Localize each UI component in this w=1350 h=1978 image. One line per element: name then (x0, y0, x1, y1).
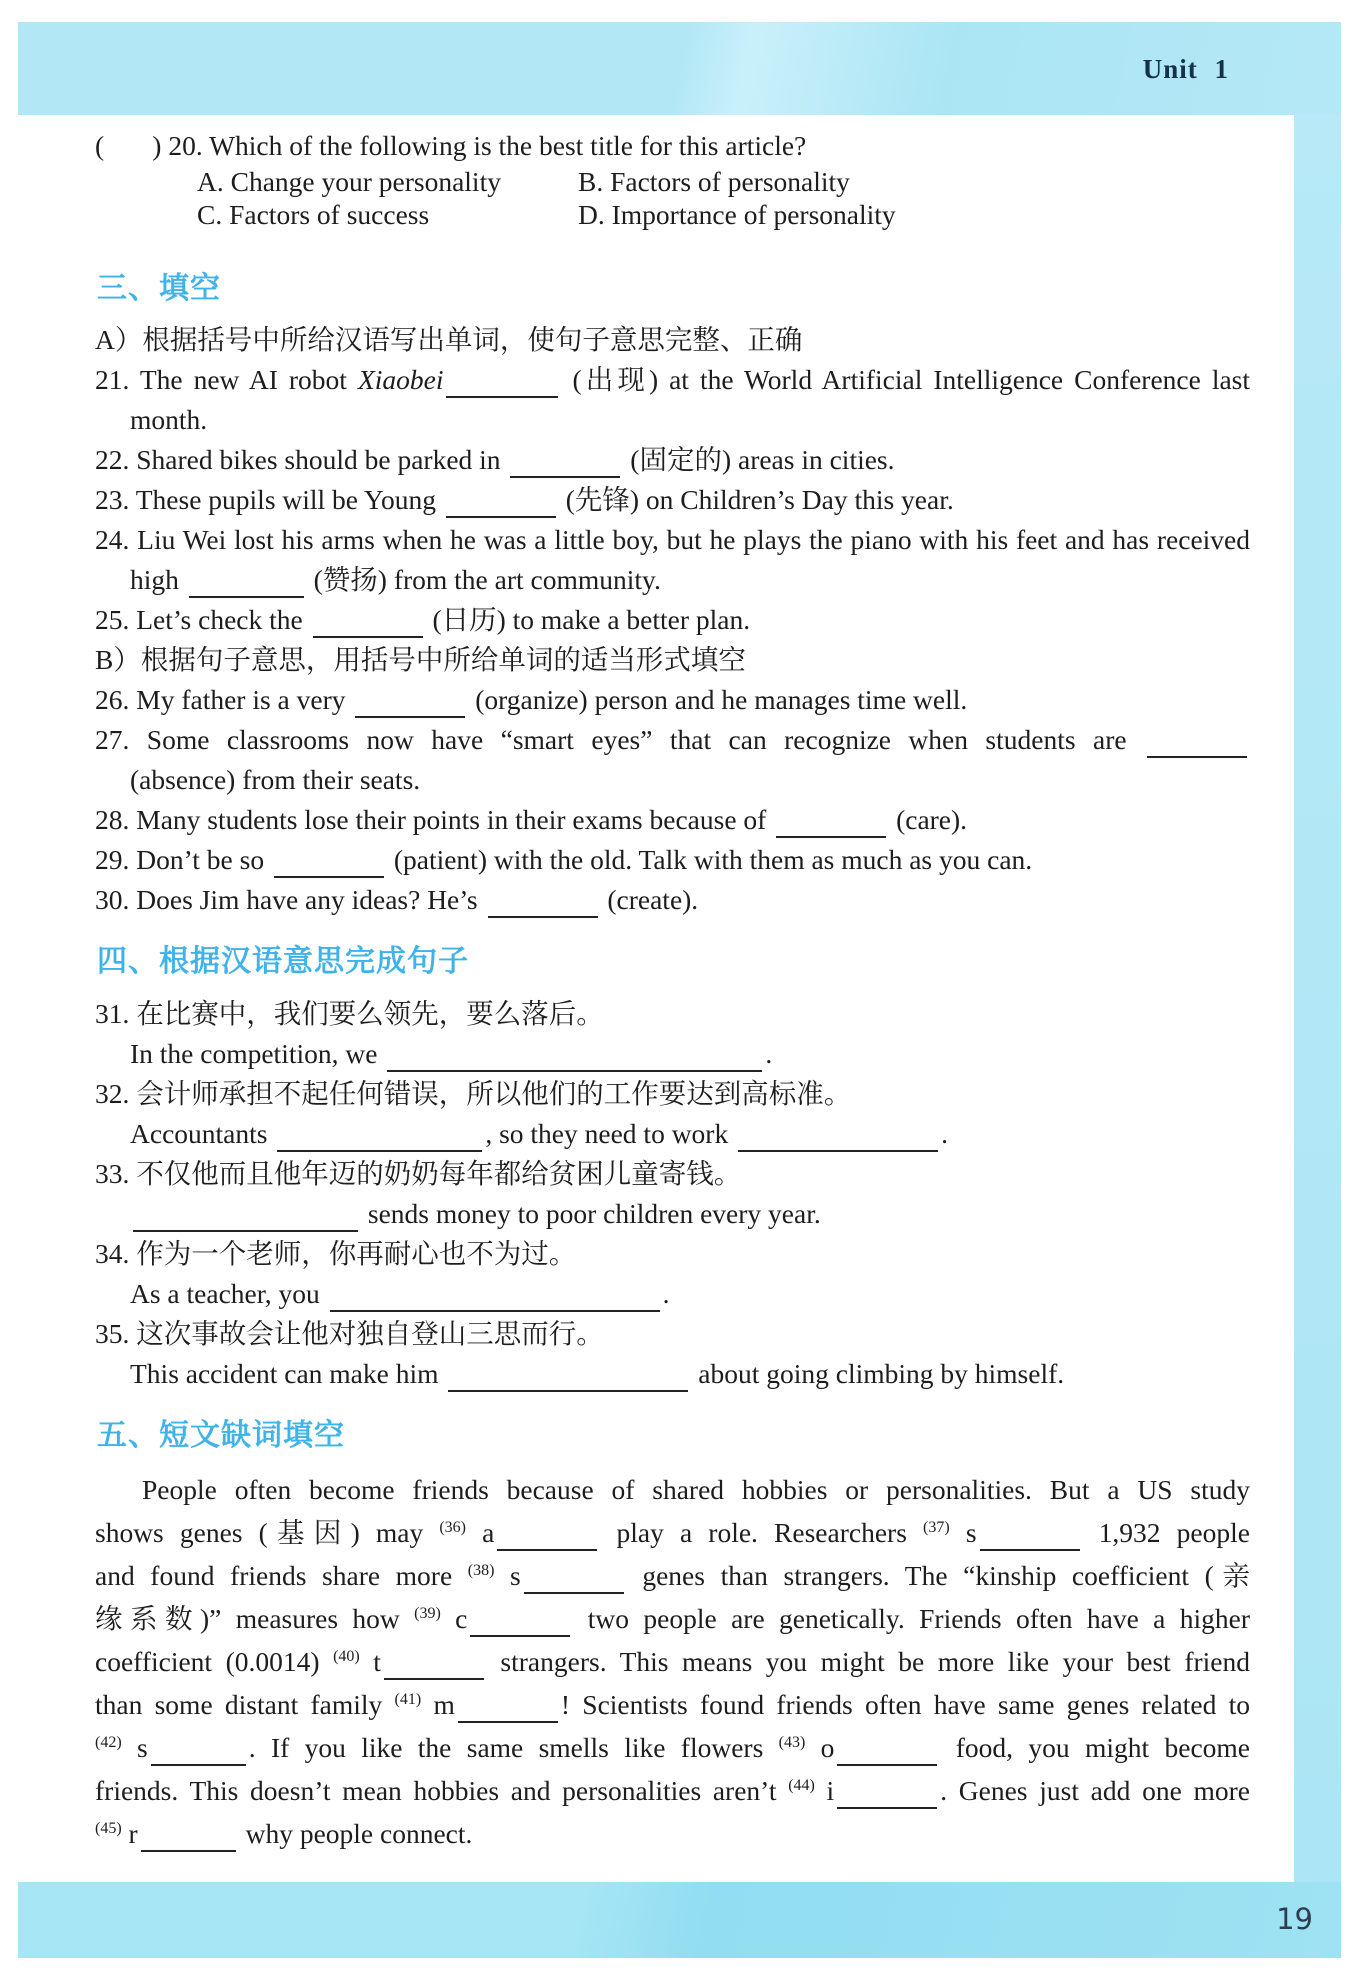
answer-blank (510, 446, 620, 478)
text-run: sends money to poor children every year. (361, 1198, 821, 1229)
answer-blank (470, 1605, 570, 1637)
text-line (95, 520, 1250, 560)
text-line (95, 1511, 1250, 1554)
text-run: 23. These pupils will be Young (95, 484, 443, 515)
section-heading-section-3: 三、填空 (97, 272, 221, 305)
answer-blank (151, 1734, 246, 1766)
text-run: high (130, 564, 186, 595)
section-heading-section-5: 五、短文缺词填空 (97, 1419, 345, 1452)
text-line (130, 1194, 1250, 1234)
text-run: and found friends share more (95, 1560, 468, 1591)
blank-number: (38) (467, 1562, 495, 1579)
answer-blank (141, 1820, 236, 1852)
text-run: m (421, 1689, 455, 1720)
text-run: , so they need to work (485, 1118, 736, 1149)
text-run: month. (130, 404, 208, 435)
blank-number: (39) (414, 1605, 441, 1622)
answer-blank (330, 1280, 660, 1312)
blank-number: (45) (95, 1820, 122, 1837)
unit-label: Unit 1 (1142, 54, 1229, 84)
text-run: s (121, 1732, 148, 1763)
text-run: 缘系数)” measures how (95, 1603, 415, 1634)
text-run: genes than strangers. The “kinship coefficient (亲 (626, 1560, 1250, 1591)
blank-number: (42) (95, 1734, 122, 1751)
text-line (95, 840, 1250, 880)
italic-text: Xiaobei (357, 364, 444, 395)
answer-blank (837, 1734, 937, 1766)
text-line (95, 440, 1250, 480)
answer-blank (837, 1777, 937, 1809)
text-run: i (814, 1775, 835, 1806)
top-cyan-band (18, 22, 1341, 115)
answer-blank (384, 1648, 484, 1680)
section-heading-section-4: 四、根据汉语意思完成句子 (97, 945, 469, 978)
text-line (130, 400, 1250, 440)
text-line (95, 994, 1250, 1034)
text-run: B）根据句子意思，用括号中所给单词的适当形式填空 (95, 644, 746, 675)
text-run: o (805, 1732, 835, 1763)
text-run: . Genes just add one more (940, 1775, 1250, 1806)
text-run: food, you might become (940, 1732, 1251, 1763)
text-line (130, 560, 1250, 600)
answer-blank (446, 366, 558, 398)
text-line (95, 800, 1250, 840)
text-run: Accountants (130, 1118, 275, 1149)
text-run: 24. Liu Wei lost his arms when he was a little boy, but he plays the piano with his feet and has received (95, 524, 1250, 555)
text-run: 21. The new AI robot (95, 364, 358, 395)
answer-blank (980, 1519, 1080, 1551)
text-run: than some distant family (95, 1689, 395, 1720)
text-line (95, 640, 1250, 680)
text-line (130, 760, 1250, 800)
text-run: In the competition, we (130, 1038, 385, 1069)
options-grid (197, 165, 1250, 231)
question-line (95, 127, 1250, 165)
text-line (95, 680, 1250, 720)
answer-blank (189, 566, 304, 598)
answer-blank (776, 806, 886, 838)
text-run: (care). (889, 804, 968, 835)
answer-blank (313, 606, 423, 638)
text-run: friends. This doesn’t mean hobbies and personalities aren’t (95, 1775, 789, 1806)
text-run: . (662, 1278, 670, 1309)
text-line (95, 1812, 1250, 1855)
blank-number: (44) (788, 1777, 815, 1794)
worksheet-content (0, 115, 1350, 1855)
text-run: s (494, 1560, 521, 1591)
answer-blank (355, 686, 465, 718)
text-run: . If you like the same smells like flowers (248, 1732, 779, 1763)
text-line (130, 1114, 1250, 1154)
text-run: A）根据括号中所给汉语写出单词，使句子意思完整、正确 (95, 324, 803, 355)
bottom-cyan-band (18, 1882, 1341, 1958)
answer-blank (458, 1691, 558, 1723)
text-run: 33. 不仅他而且他年迈的奶奶每年都给贫困儿童寄钱。 (95, 1158, 742, 1189)
text-run: two people are genetically. Friends often have a higher (573, 1603, 1250, 1634)
text-run: (organize) person and he manages time well. (468, 684, 968, 715)
text-run: about going climbing by himself. (691, 1358, 1065, 1389)
text-line (95, 1234, 1250, 1274)
text-run: 27. Some classrooms now have “smart eyes” that can recognize when students are (95, 724, 1144, 755)
text-run: 34. 作为一个老师，你再耐心也不为过。 (95, 1238, 577, 1269)
text-line (95, 1769, 1250, 1812)
option-D: D. Importance of personality (578, 199, 896, 230)
text-line (95, 1683, 1250, 1726)
text-run: . (765, 1038, 773, 1069)
text-run: (固定的) areas in cities. (623, 444, 895, 475)
text-run: 32. 会计师承担不起任何错误，所以他们的工作要达到高标准。 (95, 1078, 852, 1109)
text-run: 30. Does Jim have any ideas? He’s (95, 884, 485, 915)
text-line (95, 1154, 1250, 1194)
text-run: (出现) at the World Artificial Intelligence Conference last (561, 364, 1251, 395)
text-line (95, 480, 1250, 520)
answer-blank (133, 1200, 358, 1232)
blank-number: (40) (333, 1648, 360, 1665)
text-line (95, 1554, 1250, 1597)
text-run: strangers. This means you might be more like your best friend (486, 1646, 1250, 1677)
blank-number: (37) (923, 1519, 950, 1536)
option-B: B. Factors of personality (578, 166, 850, 197)
text-line (95, 600, 1250, 640)
text-run: (先锋) on Children’s Day this year. (558, 484, 954, 515)
text-run: 25. Let’s check the (95, 604, 310, 635)
text-run: play a role. Researchers (600, 1517, 924, 1548)
answer-blank (488, 886, 598, 918)
page-number: 19 (1276, 1902, 1313, 1936)
answer-blank (524, 1562, 624, 1594)
text-run: r (121, 1818, 138, 1849)
option-A: A. Change your personality (197, 166, 501, 197)
text-run: a (466, 1517, 495, 1548)
answer-blank (446, 486, 556, 518)
text-run: c (440, 1603, 468, 1634)
answer-blank (274, 846, 384, 878)
answer-blank (738, 1120, 938, 1152)
text-run: (赞扬) from the art community. (306, 564, 661, 595)
answer-blank (277, 1120, 482, 1152)
text-line (95, 1074, 1250, 1114)
answer-blank (387, 1040, 762, 1072)
text-run: (日历) to make a better plan. (425, 604, 751, 635)
text-run: 29. Don’t be so (95, 844, 271, 875)
text-line (95, 1726, 1250, 1769)
text-line (130, 1034, 1250, 1074)
blank-number: (36) (439, 1519, 466, 1536)
text-run: 35. 这次事故会让他对独自登山三思而行。 (95, 1318, 604, 1349)
text-run: t (359, 1646, 381, 1677)
text-run: 26. My father is a very (95, 684, 353, 715)
text-run: . (941, 1118, 948, 1149)
text-run: ! Scientists found friends often have same genes related to (560, 1689, 1250, 1720)
option-C: C. Factors of success (197, 199, 430, 230)
text-line (95, 1468, 1250, 1511)
text-run: 31. 在比赛中，我们要么领先，要么落后。 (95, 998, 604, 1029)
text-run: People often become friends because of shared hobbies or personalities. But a US study (142, 1474, 1250, 1505)
text-run: shows genes (基因) may (95, 1517, 440, 1548)
answer-blank (448, 1360, 688, 1392)
text-line (130, 1274, 1250, 1314)
text-run: ( ) 20. Which of the following is the best title for this article? (95, 130, 807, 161)
text-run: why people connect. (238, 1818, 473, 1849)
text-run: As a teacher, you (130, 1278, 327, 1309)
text-line (95, 1597, 1250, 1640)
text-run: 22. Shared bikes should be parked in (95, 444, 508, 475)
answer-blank (497, 1519, 597, 1551)
text-line (95, 1640, 1250, 1683)
text-run: (patient) with the old. Talk with them as much as you can. (386, 844, 1033, 875)
text-run: s (949, 1517, 977, 1548)
text-line (95, 880, 1250, 920)
answer-blank (1147, 726, 1247, 758)
text-line (130, 1354, 1250, 1394)
text-line (95, 320, 1250, 360)
text-run: coefficient (0.0014) (95, 1646, 334, 1677)
blank-number: (41) (394, 1691, 422, 1708)
text-line (95, 720, 1250, 760)
text-run: This accident can make him (130, 1358, 446, 1389)
blank-number: (43) (778, 1734, 806, 1751)
text-run: 1,932 people (1082, 1517, 1250, 1548)
text-line (95, 360, 1250, 400)
text-run: (create). (600, 884, 699, 915)
text-run: 28. Many students lose their points in their exams because of (95, 804, 774, 835)
text-line (95, 1314, 1250, 1354)
text-run: (absence) from their seats. (130, 764, 421, 795)
